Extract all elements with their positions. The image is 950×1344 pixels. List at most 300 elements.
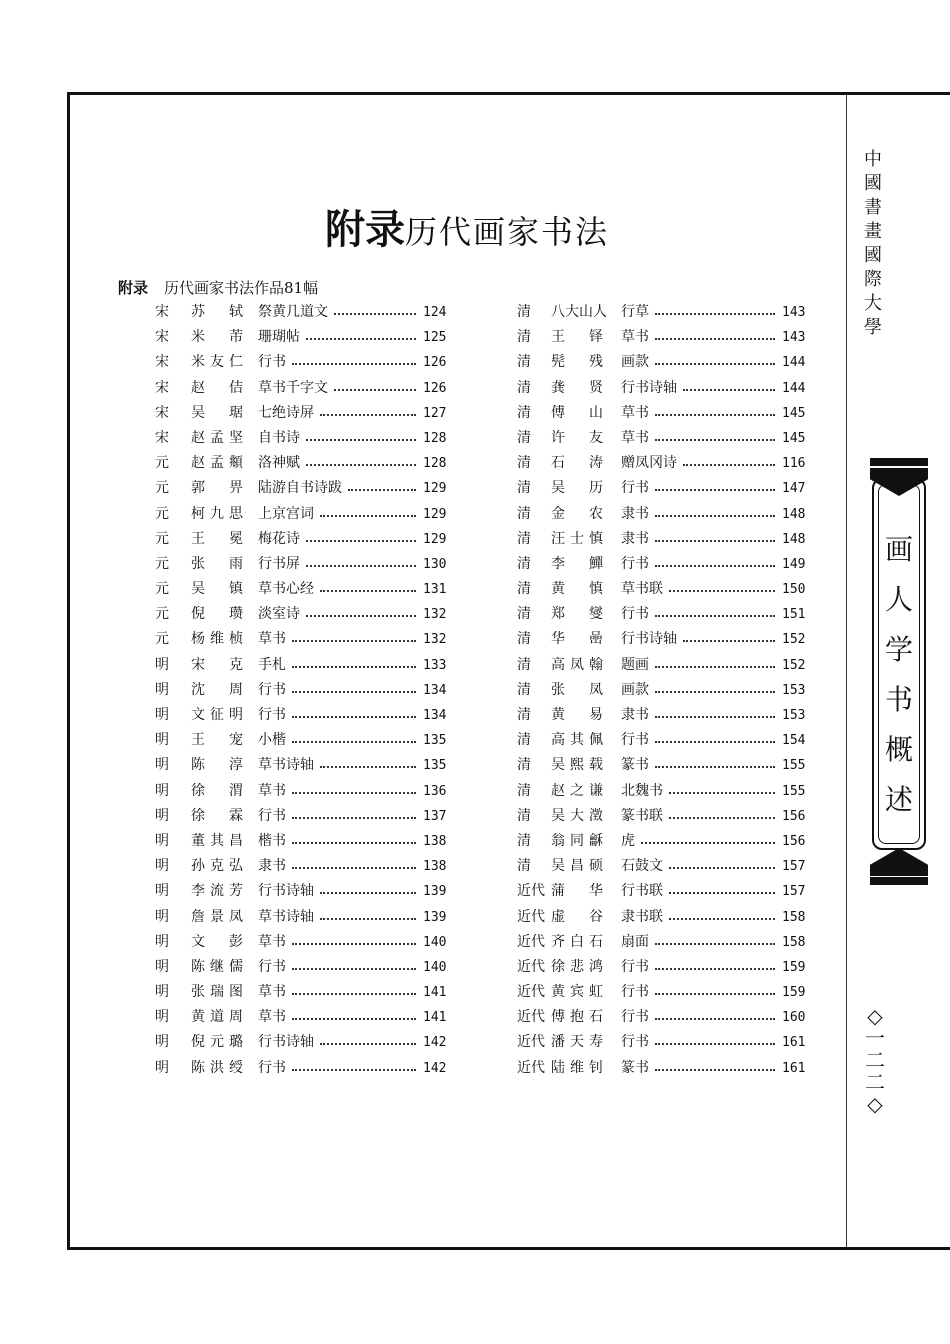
entry-work xyxy=(621,350,651,375)
entry-dynasty: 元 xyxy=(155,555,169,572)
entry-leader-dots xyxy=(655,1043,775,1045)
entry-dynasty: 近代 xyxy=(517,984,545,1001)
entry-artist: 张凤 xyxy=(551,681,603,698)
toc-entry xyxy=(155,401,455,426)
entry-dynasty: 明 xyxy=(155,681,169,698)
entry-work-text: 虎 xyxy=(621,832,635,849)
toc-entry xyxy=(517,955,817,980)
school-char: 學 xyxy=(864,317,882,338)
entry-page: 145 xyxy=(779,401,805,426)
entry-work-text: 扇面 xyxy=(621,933,649,950)
entry-artist: 吴历 xyxy=(551,480,603,497)
entry-leader-dots xyxy=(683,640,775,642)
section-subhead xyxy=(118,277,318,298)
toc-entry xyxy=(517,577,817,602)
entry-work-text: 祭黄几道文 xyxy=(258,304,328,320)
entry-work xyxy=(258,1056,288,1081)
toc-entry xyxy=(517,401,817,426)
entry-dynasty: 清 xyxy=(517,505,531,522)
entry-work xyxy=(258,728,288,753)
entry-leader-dots xyxy=(306,565,416,567)
entry-work-text: 隶书联 xyxy=(621,908,663,925)
entry-work xyxy=(258,1030,316,1055)
entry-dynasty: 元 xyxy=(155,480,169,497)
entry-work xyxy=(258,401,316,426)
entry-leader-dots xyxy=(292,842,416,844)
book-title-vertical xyxy=(872,525,926,825)
entry-work-text: 草书 xyxy=(258,984,286,1001)
entry-leader-dots xyxy=(348,489,416,491)
entry-artist: 汪士慎 xyxy=(551,530,603,547)
entry-page: 158 xyxy=(779,905,805,930)
entry-leader-dots xyxy=(306,338,416,340)
toc-entry xyxy=(155,703,455,728)
entry-work xyxy=(258,829,288,854)
entry-work-text: 七绝诗屏 xyxy=(258,404,314,421)
entry-dynasty: 明 xyxy=(155,707,169,723)
entry-work xyxy=(621,829,637,854)
school-char: 畫 xyxy=(864,221,882,242)
entry-work xyxy=(258,426,302,451)
entry-dynasty: 近代 xyxy=(517,1034,545,1051)
entry-page: 155 xyxy=(779,753,805,778)
toc-entry xyxy=(155,602,455,627)
entry-leader-dots xyxy=(292,993,416,995)
entry-work xyxy=(621,502,651,527)
entry-page: 150 xyxy=(779,577,805,602)
entry-work-text: 隶书 xyxy=(621,707,649,723)
school-char: 際 xyxy=(864,269,882,290)
toc-entry xyxy=(155,1056,455,1081)
entry-dynasty: 宋 xyxy=(155,304,169,320)
toc-entry xyxy=(155,376,455,401)
entry-dynasty: 清 xyxy=(517,354,531,371)
entry-work-text: 草书 xyxy=(621,404,649,421)
entry-page: 129 xyxy=(420,476,446,501)
entry-leader-dots xyxy=(292,792,416,794)
entry-leader-dots xyxy=(655,993,775,995)
left-entry-list xyxy=(155,300,455,1081)
entry-leader-dots xyxy=(655,1069,775,1071)
entry-work xyxy=(621,451,679,476)
entry-leader-dots xyxy=(292,666,416,668)
school-char: 國 xyxy=(864,173,882,194)
entry-dynasty: 清 xyxy=(517,329,531,346)
entry-leader-dots xyxy=(292,741,416,743)
entry-artist: 陈淳 xyxy=(191,757,243,774)
entry-artist: 董其昌 xyxy=(191,832,243,849)
entry-work xyxy=(258,980,288,1005)
entry-page: 144 xyxy=(779,350,805,375)
entry-page: 132 xyxy=(420,602,446,627)
entry-work-text: 石鼓文 xyxy=(621,858,663,875)
entry-work-text: 行书屏 xyxy=(258,555,300,572)
entry-page: 156 xyxy=(779,804,805,829)
entry-artist: 张瑞图 xyxy=(191,984,243,1001)
entry-dynasty: 近代 xyxy=(517,883,545,900)
toc-entry xyxy=(155,1030,455,1055)
book-title-char: 画 xyxy=(884,533,913,566)
entry-page: 134 xyxy=(420,678,446,703)
entry-artist: 郭畀 xyxy=(191,480,243,497)
entry-page: 130 xyxy=(420,552,446,577)
entry-artist: 蒲华 xyxy=(551,883,603,900)
entry-page: 126 xyxy=(420,350,446,375)
toc-entry xyxy=(517,804,817,829)
entry-page: 147 xyxy=(779,476,805,501)
toc-entry xyxy=(517,905,817,930)
entry-dynasty: 明 xyxy=(155,883,169,900)
entry-page: 126 xyxy=(420,376,446,401)
entry-page: 137 xyxy=(420,804,446,829)
entry-dynasty: 清 xyxy=(517,404,531,421)
entry-page: 141 xyxy=(420,1005,446,1030)
entry-artist: 杨维桢 xyxy=(191,631,243,648)
entry-page: 128 xyxy=(420,426,446,451)
entry-leader-dots xyxy=(306,464,416,466)
entry-work-text: 北魏书 xyxy=(621,782,663,799)
entry-leader-dots xyxy=(306,540,416,542)
entry-page: 135 xyxy=(420,753,446,778)
entry-work xyxy=(621,552,651,577)
toc-entry xyxy=(517,703,817,728)
entry-leader-dots xyxy=(292,968,416,970)
entry-work-text: 行书联 xyxy=(621,883,663,900)
entry-dynasty: 元 xyxy=(155,581,169,598)
entry-artist: 陆维钊 xyxy=(551,1059,603,1076)
entry-dynasty: 宋 xyxy=(155,404,169,421)
entry-dynasty: 清 xyxy=(517,732,531,749)
toc-entry xyxy=(155,728,455,753)
toc-entry xyxy=(155,476,455,501)
toc-entry xyxy=(517,1005,817,1030)
entry-page: 161 xyxy=(779,1030,805,1055)
entry-artist: 柯九思 xyxy=(191,505,243,522)
entry-page: 144 xyxy=(779,376,805,401)
entry-dynasty: 元 xyxy=(155,455,169,472)
entry-work-text: 草书心经 xyxy=(258,581,314,598)
entry-page: 135 xyxy=(420,728,446,753)
entry-page: 157 xyxy=(779,879,805,904)
entry-leader-dots xyxy=(655,540,775,542)
book-title-char: 人 xyxy=(884,583,913,616)
entry-work-text: 淡室诗 xyxy=(258,606,300,623)
entry-page: 143 xyxy=(779,300,805,325)
entry-work-text: 手札 xyxy=(258,656,286,673)
toc-entry xyxy=(517,376,817,401)
ornament-bar-bottom xyxy=(870,877,928,885)
entry-page: 128 xyxy=(420,451,446,476)
entry-artist: 宋克 xyxy=(191,656,243,673)
entry-page: 152 xyxy=(779,627,805,652)
entry-page: 140 xyxy=(420,955,446,980)
entry-artist: 孙克弘 xyxy=(191,858,243,875)
entry-dynasty: 明 xyxy=(155,807,169,824)
entry-dynasty: 近代 xyxy=(517,933,545,950)
entry-work-text: 题画 xyxy=(621,656,649,673)
toc-entry xyxy=(155,325,455,350)
entry-work-text: 草书 xyxy=(258,933,286,950)
entry-work-text: 行书 xyxy=(621,480,649,497)
entry-work xyxy=(621,376,679,401)
entry-work xyxy=(621,804,665,829)
entry-page: 157 xyxy=(779,854,805,879)
entry-artist: 文彭 xyxy=(191,933,243,950)
entry-page: 127 xyxy=(420,401,446,426)
entry-work xyxy=(621,325,651,350)
entry-artist: 黄慎 xyxy=(551,581,603,598)
entry-artist: 髡残 xyxy=(551,354,603,371)
page-number-char: 一 xyxy=(865,1026,885,1050)
entry-artist: 陈继儒 xyxy=(191,958,243,975)
toc-entry xyxy=(155,753,455,778)
book-title-char: 书 xyxy=(884,683,913,716)
entry-dynasty: 清 xyxy=(517,631,531,648)
entry-page: 153 xyxy=(779,678,805,703)
entry-work-text: 草书诗轴 xyxy=(258,908,314,925)
entry-dynasty: 清 xyxy=(517,656,531,673)
entry-artist: 黄道周 xyxy=(191,1009,243,1026)
entry-leader-dots xyxy=(320,766,416,768)
entry-dynasty: 明 xyxy=(155,984,169,1001)
entry-page: 133 xyxy=(420,653,446,678)
entry-dynasty: 宋 xyxy=(155,329,169,346)
entry-work xyxy=(621,854,665,879)
toc-entry xyxy=(155,552,455,577)
entry-leader-dots xyxy=(683,464,775,466)
entry-work-text: 行书 xyxy=(258,958,286,975)
toc-entry xyxy=(517,426,817,451)
entry-work xyxy=(621,1005,651,1030)
entry-work xyxy=(258,376,330,401)
entry-page: 129 xyxy=(420,527,446,552)
entry-artist: 王冕 xyxy=(191,530,243,547)
entry-leader-dots xyxy=(669,590,775,592)
entry-work xyxy=(258,854,288,879)
entry-work xyxy=(621,300,651,325)
entry-artist: 吴大澂 xyxy=(551,807,603,824)
school-name-vertical xyxy=(858,148,888,340)
entry-artist: 齐白石 xyxy=(551,933,603,950)
entry-artist: 翁同龢 xyxy=(551,832,603,849)
entry-artist: 高凤翰 xyxy=(551,656,603,673)
entry-leader-dots xyxy=(669,792,775,794)
toc-entry xyxy=(517,325,817,350)
entry-work-text: 小楷 xyxy=(258,732,286,749)
entry-leader-dots xyxy=(655,363,775,365)
entry-work xyxy=(258,804,288,829)
entry-work xyxy=(258,653,288,678)
entry-dynasty: 清 xyxy=(517,379,531,396)
entry-work xyxy=(258,703,288,728)
entry-work-text: 行书 xyxy=(258,807,286,824)
entry-dynasty: 清 xyxy=(517,606,531,623)
entry-artist: 沈周 xyxy=(191,681,243,698)
entry-artist: 许友 xyxy=(551,429,603,446)
entry-work xyxy=(258,879,316,904)
entry-dynasty: 近代 xyxy=(517,958,545,975)
entry-leader-dots xyxy=(292,691,416,693)
entry-dynasty: 清 xyxy=(517,782,531,799)
entry-page: 132 xyxy=(420,627,446,652)
entry-dynasty: 清 xyxy=(517,555,531,572)
entry-work xyxy=(621,980,651,1005)
entry-leader-dots xyxy=(292,943,416,945)
entry-work-text: 画款 xyxy=(621,681,649,698)
toc-entry xyxy=(155,854,455,879)
entry-work-text: 隶书 xyxy=(621,530,649,547)
entry-dynasty: 清 xyxy=(517,757,531,774)
toc-entry xyxy=(155,1005,455,1030)
entry-work xyxy=(258,627,288,652)
entry-work-text: 行书诗轴 xyxy=(258,1034,314,1051)
entry-artist: 倪元璐 xyxy=(191,1034,243,1051)
entry-artist: 陈洪绶 xyxy=(191,1059,243,1076)
entry-work xyxy=(258,451,302,476)
entry-leader-dots xyxy=(655,968,775,970)
entry-page: 138 xyxy=(420,854,446,879)
entry-work xyxy=(258,350,288,375)
entry-work-text: 隶书 xyxy=(258,858,286,875)
entry-leader-dots xyxy=(655,515,775,517)
entry-work xyxy=(621,728,651,753)
entry-dynasty: 宋 xyxy=(155,429,169,446)
entry-work xyxy=(621,779,665,804)
entry-work xyxy=(621,930,651,955)
entry-work-text: 自书诗 xyxy=(258,429,300,446)
entry-work xyxy=(258,753,316,778)
entry-leader-dots xyxy=(292,1069,416,1071)
entry-work-text: 赠凤冈诗 xyxy=(621,455,677,472)
entry-work-text: 行书诗轴 xyxy=(621,379,677,396)
entry-artist: 傅抱石 xyxy=(551,1009,603,1026)
entry-work-text: 行书 xyxy=(621,984,649,1001)
toc-entry xyxy=(155,627,455,652)
toc-entry xyxy=(155,804,455,829)
entry-artist: 赵佶 xyxy=(191,379,243,396)
entry-artist: 八大山人 xyxy=(551,304,607,320)
entry-work-text: 篆书联 xyxy=(621,807,663,824)
entry-artist: 徐渭 xyxy=(191,782,243,799)
entry-artist: 吴琚 xyxy=(191,404,243,421)
title-rest: 历代画家书法 xyxy=(405,213,610,251)
entry-page: 134 xyxy=(420,703,446,728)
school-char: 國 xyxy=(864,245,882,266)
entry-leader-dots xyxy=(655,716,775,718)
toc-entry xyxy=(517,678,817,703)
entry-leader-dots xyxy=(655,313,775,315)
entry-work xyxy=(621,602,651,627)
entry-work xyxy=(258,930,288,955)
entry-page: 139 xyxy=(420,879,446,904)
entry-artist: 苏轼 xyxy=(191,304,243,320)
entry-dynasty: 明 xyxy=(155,858,169,875)
entry-leader-dots xyxy=(292,867,416,869)
entry-work xyxy=(621,577,665,602)
toc-entry xyxy=(517,1030,817,1055)
entry-dynasty: 明 xyxy=(155,832,169,849)
entry-artist: 石涛 xyxy=(551,455,603,472)
entry-artist: 吴熙载 xyxy=(551,757,603,774)
entry-artist: 倪瓒 xyxy=(191,606,243,623)
entry-leader-dots xyxy=(320,892,416,894)
entry-work xyxy=(258,502,316,527)
toc-entry xyxy=(517,980,817,1005)
entry-leader-dots xyxy=(655,1018,775,1020)
entry-leader-dots xyxy=(292,1018,416,1020)
entry-work xyxy=(621,1030,651,1055)
page-number-char: ◇ xyxy=(867,1004,883,1028)
margin-divider xyxy=(846,95,847,1247)
toc-entry xyxy=(517,451,817,476)
entry-work xyxy=(621,627,679,652)
entry-work-text: 行书诗轴 xyxy=(258,883,314,900)
entry-page: 116 xyxy=(779,451,805,476)
entry-dynasty: 明 xyxy=(155,1009,169,1026)
entry-work xyxy=(258,955,288,980)
entry-page: 143 xyxy=(779,325,805,350)
entry-dynasty: 清 xyxy=(517,530,531,547)
toc-entry xyxy=(517,300,817,325)
entry-work-text: 行书 xyxy=(258,1059,286,1076)
entry-leader-dots xyxy=(320,515,416,517)
entry-work-text: 陆游自书诗跋 xyxy=(258,480,342,497)
toc-entry xyxy=(155,879,455,904)
entry-page: 156 xyxy=(779,829,805,854)
entry-artist: 詹景凤 xyxy=(191,908,243,925)
entry-leader-dots xyxy=(655,741,775,743)
entry-work-text: 篆书 xyxy=(621,1059,649,1076)
toc-entry xyxy=(155,980,455,1005)
entry-artist: 徐霖 xyxy=(191,807,243,824)
right-entry-list xyxy=(517,300,817,1081)
toc-entry xyxy=(155,653,455,678)
toc-entry xyxy=(155,930,455,955)
toc-entry xyxy=(155,955,455,980)
entry-artist: 李流芳 xyxy=(191,883,243,900)
entry-leader-dots xyxy=(655,414,775,416)
entry-artist: 金农 xyxy=(551,505,603,522)
toc-entry xyxy=(155,829,455,854)
subhead-text: 历代画家书法作品81幅 xyxy=(164,279,319,297)
toc-entry xyxy=(517,854,817,879)
toc-entry xyxy=(155,678,455,703)
entry-leader-dots xyxy=(655,943,775,945)
entry-leader-dots xyxy=(655,766,775,768)
entry-work-text: 行书 xyxy=(258,354,286,371)
entry-artist: 赵之谦 xyxy=(551,782,603,799)
entry-leader-dots xyxy=(669,892,775,894)
entry-artist: 徐悲鸿 xyxy=(551,958,603,975)
entry-work xyxy=(258,905,316,930)
entry-dynasty: 明 xyxy=(155,656,169,673)
entry-artist: 郑燮 xyxy=(551,606,603,623)
entry-dynasty: 清 xyxy=(517,858,531,875)
toc-entry xyxy=(155,527,455,552)
entry-artist: 虚谷 xyxy=(551,908,603,925)
entry-dynasty: 清 xyxy=(517,707,531,723)
toc-entry xyxy=(155,300,455,325)
entry-dynasty: 清 xyxy=(517,304,531,320)
entry-page: 142 xyxy=(420,1030,446,1055)
entry-leader-dots xyxy=(334,313,416,315)
entry-work xyxy=(258,1005,288,1030)
entry-leader-dots xyxy=(669,867,775,869)
toc-entry xyxy=(517,753,817,778)
entry-work-text: 草书 xyxy=(621,429,649,446)
entry-page: 142 xyxy=(420,1056,446,1081)
entry-leader-dots xyxy=(320,918,416,920)
